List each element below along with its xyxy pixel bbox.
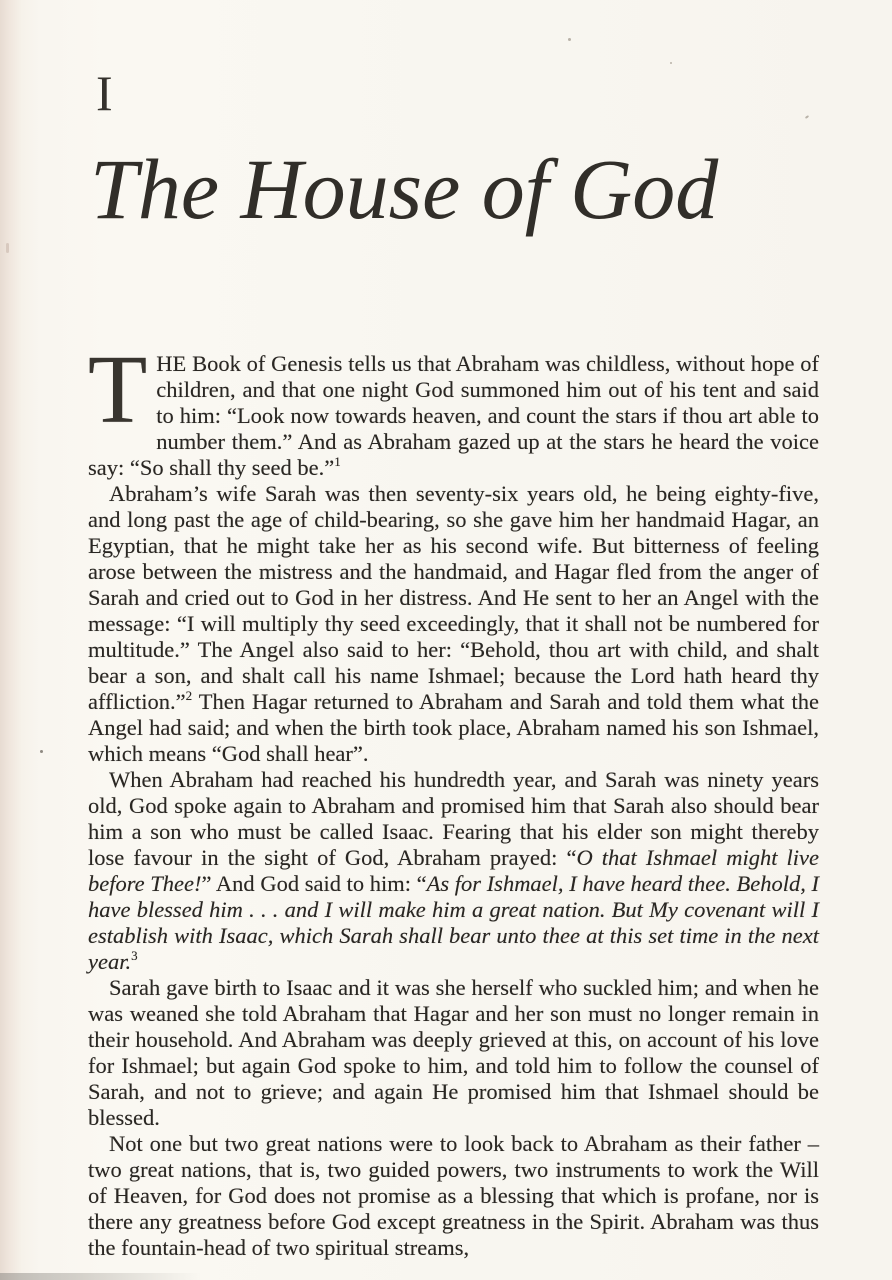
body-text [88, 336, 819, 1261]
paragraph [88, 975, 819, 1131]
page-title: The House of God [90, 141, 719, 237]
footnote-reference: 2 [185, 688, 193, 703]
paragraph [88, 767, 819, 975]
paragraph [88, 1131, 819, 1261]
drop-cap: T [88, 336, 148, 443]
scan-speck [6, 243, 9, 253]
text-run: Abraham’s wife Sarah was then seventy-six years old, he being eighty-five, and long past the age of child-bearing, so she gave him her handmaid Hagar, an Egyptian, that he might take her as his second wife. But bitterness of feeling arose between the mistress and the handmaid, and Hagar fled from the anger of Sarah and cried out to God in her distress. And He sent to her an Angel with the message: “I will multiply thy seed exceedingly, that it shall not be numbered for multitude.” The Angel also said to her: “Behold, thou art with child, and shalt bear a son, and shalt call his name Ishmael; because the Lord hath heard thy affliction.” [88, 481, 819, 714]
paragraph [88, 336, 819, 481]
text-run: HE Book of Genesis tells us that Abraham was childless, without hope of children, and that one night God summoned him out of his tent and said to him: “Look now towards heaven, and count the stars if thou art able to number them.” And as Abraham gazed up at the stars he heard the voice say: “So shall thy seed be.” [88, 351, 819, 480]
text-run: Then Hagar returned to Abraham and Sarah and told them what the Angel had said; and when the birth took place, Abraham named his son Ishmael, which means “God shall hear”. [88, 689, 819, 766]
scan-speck [40, 750, 43, 753]
italic-scripture-quote: O that Ishmael might live before Thee! [88, 845, 819, 896]
text-run: ” And God said to him: “ [201, 871, 427, 896]
chapter-number: I [96, 65, 113, 121]
text-run: Not one but two great nations were to look back to Abraham as their father – two great nations, that is, two guided powers, two instruments to work the Will of Heaven, for God does not promise as a blessing that which is profane, nor is there any greatness before God except greatness in the Spirit. Abraham was thus the fountain-head of two spiritual streams, [88, 1131, 819, 1260]
scan-speck [670, 62, 672, 64]
footnote-reference: 3 [131, 948, 138, 963]
paragraph [88, 481, 819, 767]
text-run: When Abraham had reached his hundredth year, and Sarah was ninety years old, God spoke again to Abraham and promised him that Sarah also should bear him a son who must be called Isaac. Fearing that his elder son might thereby lose favour in the sight of God, Abraham prayed: “ [88, 767, 819, 870]
scan-speck [568, 38, 571, 41]
scan-speck [805, 115, 809, 119]
footnote-reference: 1 [334, 454, 341, 469]
italic-scripture-quote: As for Ishmael, I have heard thee. Behold, I have blessed him . . . and I will make him a great nation. But My covenant will I establish with Isaac, which Sarah shall bear unto thee at this set time in the next year. [88, 871, 819, 974]
text-run: Sarah gave birth to Isaac and it was she herself who suckled him; and when he was weaned she told Abraham that Hagar and her son must no longer remain in their household. And Abraham was deeply grieved at this, on account of his love for Ishmael; but again God spoke to him, and told him to follow the counsel of Sarah, and not to grieve; and again He promised him that Ishmael should be blessed. [88, 975, 819, 1130]
scan-bottom-edge [0, 1273, 200, 1280]
